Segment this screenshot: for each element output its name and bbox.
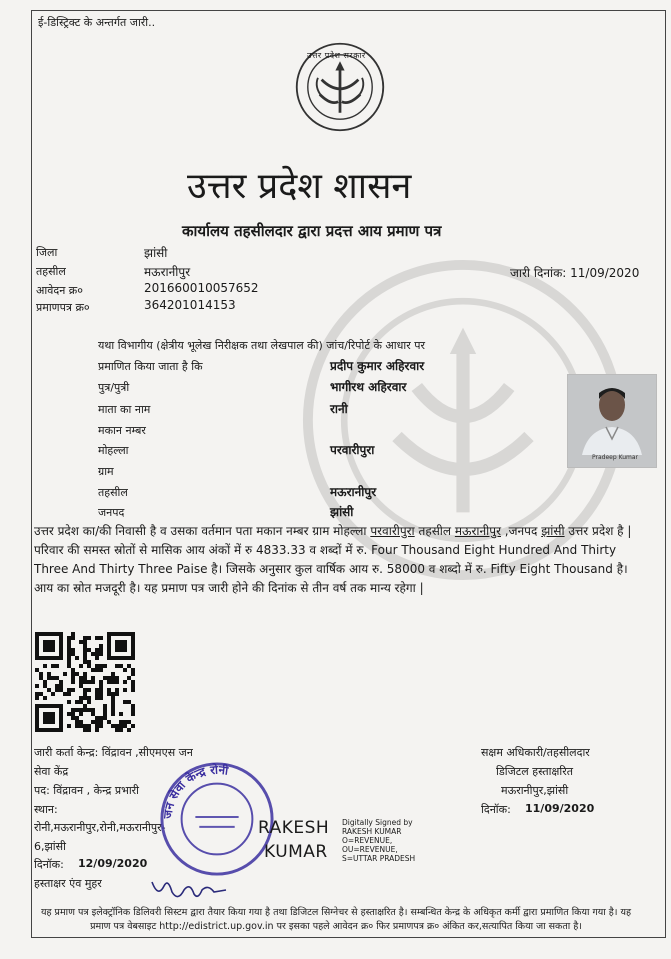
issuer-sign-label: हस्ताक्षर एंव मुहर [34, 877, 102, 890]
meta-value-application-no: 201660010057652 [144, 281, 259, 295]
issuer-center-cont: सेवा केंद्र [34, 765, 69, 778]
issuer-date-label: दिनॉक: [34, 858, 64, 871]
footer-note: यह प्रमाण पत्र इलेक्ट्रॉनिक डिलिवरी सिस्टम द्वारा तैयार किया गया है तथा डिजिटल सिग्नेचर से हस्ताक्षरित है। सम्बन्धित केन्द्र के अधिकृत कर्मी द्वारा प्रमाणित किया गया है। यह प्रमाण पत्र वेबसाइट http://edistrict.up.gov.in पर इसका पहले आवेदन क्र० फिर प्रमाणपत्र क्र० अंकित कर,सत्यापित किया जा सकता है। [40, 907, 632, 932]
detail-value-district: झांसी [330, 505, 354, 519]
digital-sign-name-line1: RAKESH [258, 818, 330, 838]
authority-date-label: दिनॉक: [481, 803, 511, 816]
detail-label-mohalla: मोहल्ला [98, 444, 129, 457]
digital-sign-line: OU=REVENUE, [342, 845, 398, 854]
photo-caption: Pradeep Kumar [592, 454, 638, 461]
meta-value-certificate-no: 364201014153 [144, 298, 236, 312]
paragraph-district: झांसी [541, 524, 565, 538]
paragraph-part-1: उत्तर प्रदेश का/की निवासी है व उसका वर्तमान पता मकान नम्बर ग्राम मोहल्ला [34, 524, 371, 538]
issuer-post: पद: विंद्रावन , केन्द्र प्रभारी [34, 784, 140, 797]
detail-label-village: ग्राम [98, 465, 114, 478]
emblem-text: उत्तर प्रदेश सरकार [307, 51, 366, 60]
authority-date: 11/09/2020 [525, 802, 595, 815]
stamp-text: जन सेवा केन्द्र रोनी [160, 762, 230, 820]
detail-value-father: भागीरथ अहिरवार [330, 380, 407, 394]
handwritten-signature-icon [148, 874, 238, 904]
income-paragraph [34, 522, 634, 598]
issue-date: जारी दिनांक: 11/09/2020 [510, 266, 640, 280]
digital-sign-line: RAKESH KUMAR [342, 827, 402, 836]
meta-label-tehsil: तहसील [36, 265, 66, 278]
paragraph-tehsil: मऊरानीपुर [454, 524, 501, 538]
detail-label-son-of: पुत्र/पुत्री [98, 381, 130, 394]
meta-value-tehsil: मऊरानीपुर [144, 265, 191, 279]
digital-sign-details [342, 818, 415, 863]
authority-title: सक्षम अधिकारी/तहसीलदार [481, 746, 590, 759]
authority-digital: डिजिटल हस्ताक्षरित [496, 765, 573, 778]
meta-value-district: झांसी [144, 246, 168, 260]
certificate-subtitle: कार्यालय तहसीलदार द्वारा प्रदत्त आय प्रमाण पत्र [182, 222, 442, 240]
issuer-place-cont: 6,झांसी [34, 840, 66, 853]
digital-sign-line: O=REVENUE, [342, 836, 393, 845]
detail-label-tehsil: तहसील [98, 486, 128, 499]
detail-value-name: प्रदीप कुमार अहिरवार [330, 359, 425, 373]
detail-value-mother: रानी [330, 402, 348, 416]
paragraph-part-4: उत्तर प्रदेश है | परिवार की समस्त स्रोतों से मासिक आय अंकों में रु 4833.33 व शब्दों में रु. Four Thousand Eight Hundred And Thirty Three And Thirty Three Paise है। जिसके अनुसार कुल वार्षिक आय रु. 58000 व शब्दो में रु. Fifty Eight Thousand है। आय का स्रोत मजदूरी है। यह प्रमाण पत्र जारी होने की दिनांक से तीन वर्ष तक मान्य रहेगा | [34, 524, 632, 595]
top-note: ई-डिस्ट्रिक्ट के अन्तर्गत जारी.. [38, 16, 156, 29]
page-title: उत्तर प्रदेश शासन [187, 166, 412, 207]
paragraph-mohalla: परवारीपुरा [370, 524, 415, 538]
paragraph-part-2: तहसील [414, 524, 455, 538]
detail-label-house-no: मकान नम्बर [98, 424, 146, 437]
meta-label-application-no: आवेदन क्र० [36, 284, 83, 297]
issuer-place-label: स्थान: [34, 803, 58, 816]
detail-label-mother: माता का नाम [98, 403, 151, 416]
detail-value-tehsil: मऊरानीपुर [330, 485, 377, 499]
applicant-photo [567, 374, 657, 468]
meta-label-certificate-no: प्रमाणपत्र क्र० [36, 301, 90, 314]
issuer-date: 12/09/2020 [78, 857, 148, 870]
digital-sign-name-line2: KUMAR [264, 842, 328, 862]
detail-value-mohalla: परवारीपुरा [330, 443, 375, 457]
authority-place: मऊरानीपुर,झांसी [501, 784, 569, 797]
issuer-center: जारी कर्ता केन्द्र: विंद्रावन ,सीएमएस जन [34, 746, 193, 759]
detail-label-district: जनपद [98, 506, 125, 519]
paragraph-part-3: ,जनपद [500, 524, 542, 538]
qr-code-icon [35, 631, 135, 733]
digital-sign-line: Digitally Signed by [342, 818, 413, 827]
verification-line: यथा विभागीय (क्षेत्रीय भूलेख निरीक्षक तथा लेखपाल की) जांच/रिपोर्ट के आधार पर [98, 339, 425, 352]
meta-label-district: जिला [36, 246, 58, 259]
detail-label-certified: प्रमाणित किया जाता है कि [98, 360, 203, 373]
digital-sign-line: S=UTTAR PRADESH [342, 854, 416, 863]
issuer-place: रोनी,मऊरानीपुर,रोनी,मऊरानीपुर- [34, 821, 166, 834]
